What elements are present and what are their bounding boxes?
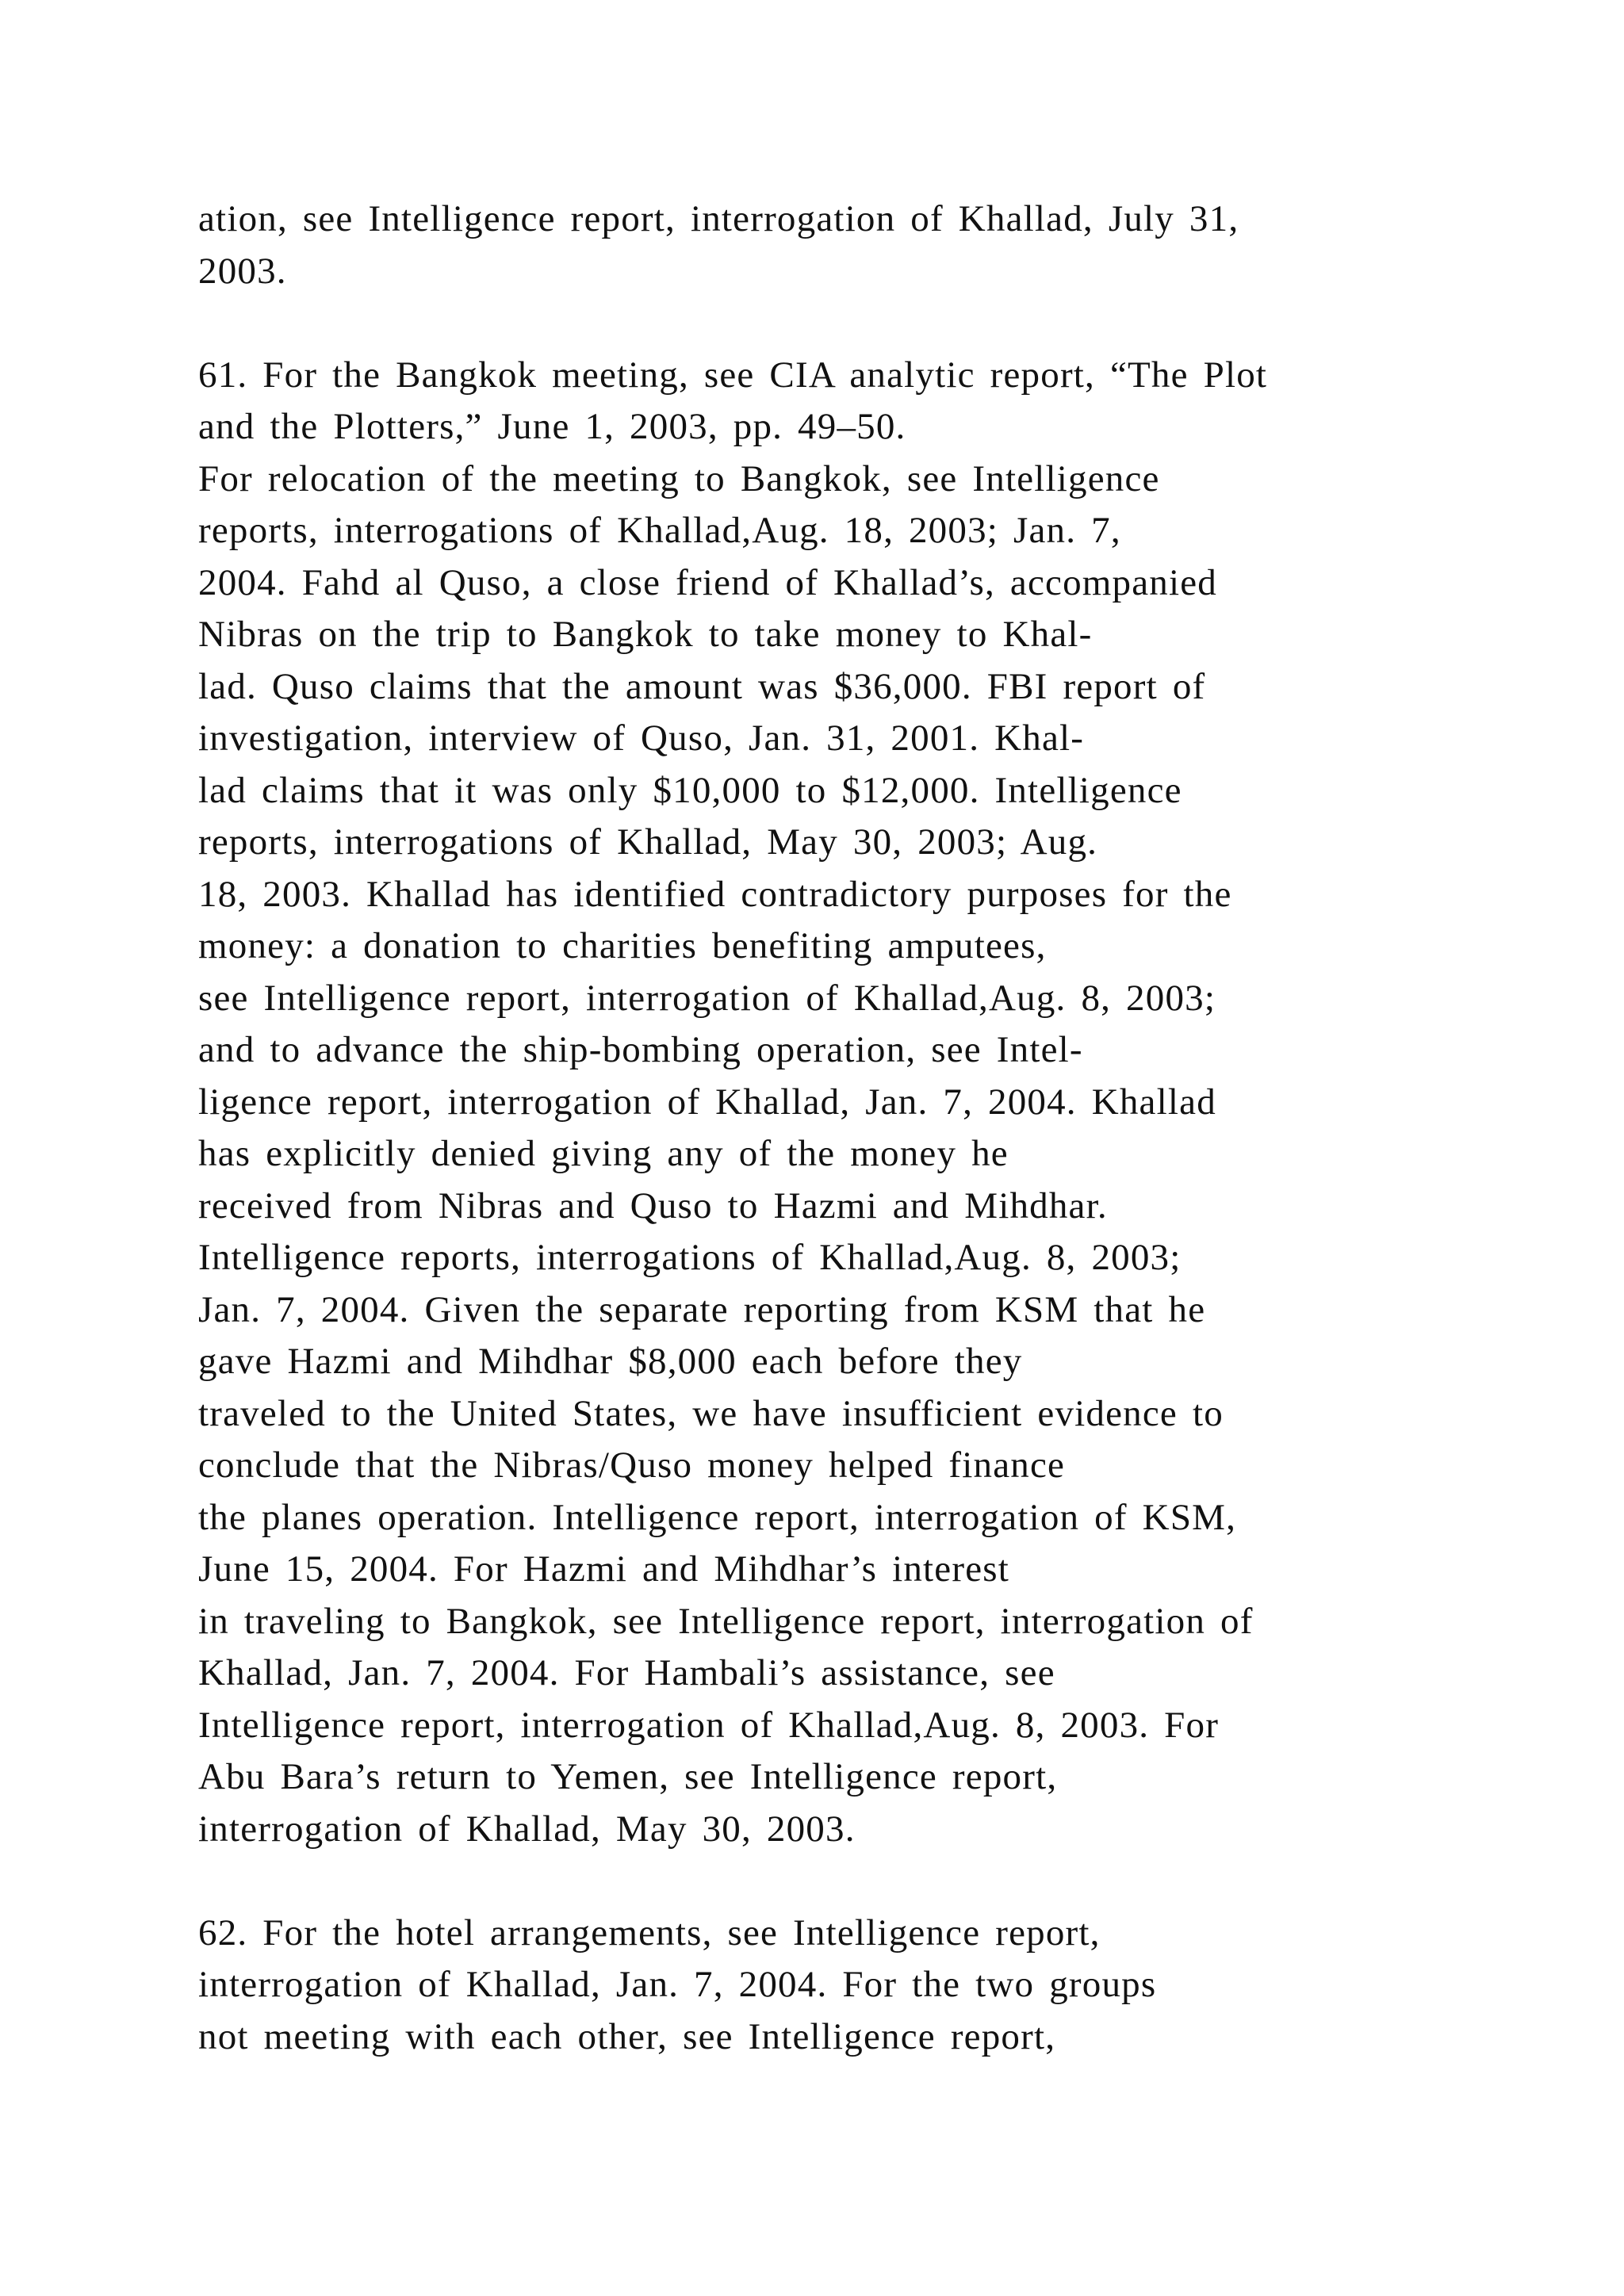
paragraph-spacer xyxy=(198,1855,1515,1908)
text-line: Intelligence reports, interrogations of Khallad,Aug. 8, 2003; xyxy=(198,1237,1182,1278)
text-line: ligence report, interrogation of Khallad, Jan. 7, 2004. Khallad xyxy=(198,1081,1216,1123)
text-line: Abu Bara’s return to Yemen, see Intelligence report, xyxy=(198,1756,1058,1797)
text-line: reports, interrogations of Khallad, May 30, 2003; Aug. xyxy=(198,821,1098,863)
text-line: June 15, 2004. For Hazmi and Mihdhar’s interest xyxy=(198,1548,1010,1590)
text-line: see Intelligence report, interrogation of Khallad,Aug. 8, 2003; xyxy=(198,977,1216,1019)
text-line: 18, 2003. Khallad has identified contradictory purposes for the xyxy=(198,873,1232,915)
text-line: and the Plotters,” June 1, 2003, pp. 49–50. xyxy=(198,406,906,447)
paragraph-spacer xyxy=(198,297,1515,350)
text-line: 61. For the Bangkok meeting, see CIA analytic report, “The Plot xyxy=(198,354,1268,396)
text-line: money: a donation to charities benefiting amputees, xyxy=(198,925,1047,966)
paragraph-continuation xyxy=(198,193,1515,297)
document-text-column xyxy=(198,193,1515,2063)
text-line: interrogation of Khallad, Jan. 7, 2004. For the two groups xyxy=(198,1964,1157,2005)
text-line: Intelligence report, interrogation of Khallad,Aug. 8, 2003. For xyxy=(198,1704,1220,1746)
text-line: Khallad, Jan. 7, 2004. For Hambali’s assistance, see xyxy=(198,1652,1055,1693)
text-line: For relocation of the meeting to Bangkok, see Intelligence xyxy=(198,457,1160,499)
text-line: not meeting with each other, see Intelligence report, xyxy=(198,2015,1056,2057)
text-line: ation, see Intelligence report, interrogation of Khallad, July 31, xyxy=(198,198,1239,239)
text-line: 2003. xyxy=(198,250,287,292)
text-line: gave Hazmi and Mihdhar $8,000 each before they xyxy=(198,1341,1023,1382)
text-line: received from Nibras and Quso to Hazmi and Mihdhar. xyxy=(198,1184,1108,1226)
text-line: interrogation of Khallad, May 30, 2003. xyxy=(198,1808,856,1850)
text-line: has explicitly denied giving any of the money he xyxy=(198,1133,1009,1174)
text-line: lad. Quso claims that the amount was $36,000. FBI report of xyxy=(198,665,1206,707)
text-line: Nibras on the trip to Bangkok to take money to Khal- xyxy=(198,614,1093,655)
text-line: in traveling to Bangkok, see Intelligence report, interrogation of xyxy=(198,1600,1254,1642)
text-line: and to advance the ship-bombing operation, see Intel- xyxy=(198,1029,1083,1070)
text-line: reports, interrogations of Khallad,Aug. 18, 2003; Jan. 7, xyxy=(198,510,1121,551)
text-line: the planes operation. Intelligence report, interrogation of KSM, xyxy=(198,1496,1237,1538)
text-line: conclude that the Nibras/Quso money helped finance xyxy=(198,1445,1066,1486)
text-line: 62. For the hotel arrangements, see Intelligence report, xyxy=(198,1911,1101,1954)
text-line: traveled to the United States, we have insufficient evidence to xyxy=(198,1392,1224,1434)
text-line: lad claims that it was only $10,000 to $12,000. Intelligence xyxy=(198,769,1182,811)
paragraph-note-62 xyxy=(198,1908,1515,2064)
paragraph-note-61 xyxy=(198,350,1515,1856)
text-line: Jan. 7, 2004. Given the separate reporting from KSM that he xyxy=(198,1288,1206,1330)
text-line: investigation, interview of Quso, Jan. 31, 2001. Khal- xyxy=(198,718,1085,759)
text-line: 2004. Fahd al Quso, a close friend of Khallad’s, accompanied xyxy=(198,561,1218,603)
